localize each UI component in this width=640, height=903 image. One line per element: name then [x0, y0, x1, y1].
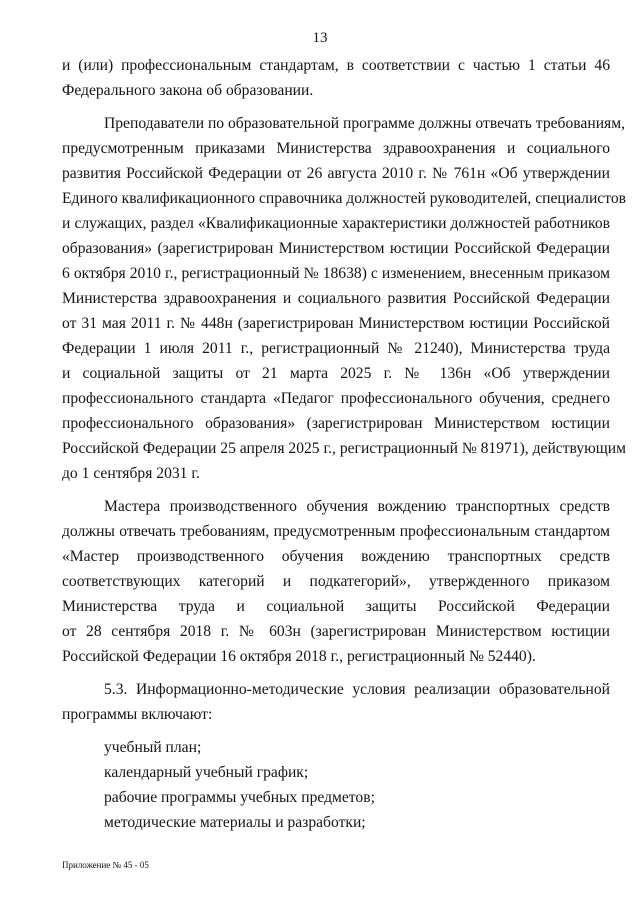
paragraph-gap	[62, 486, 610, 494]
text-line: Федерального закона об образовании.	[62, 82, 314, 99]
paragraph-gap	[62, 727, 610, 735]
text-line: программы включают:	[62, 706, 213, 723]
text-line: Преподаватели по образовательной программе должны отвечать требованиям,	[104, 115, 625, 132]
text-line: Министерства здравоохранения и социального развития Российской Федерации	[62, 290, 610, 307]
text-line: профессионального образования» (зарегистрирован Министерством юстиции	[62, 415, 610, 432]
text-line: от 31 мая 2011 г. № 448н (зарегистрирован Министерством юстиции Российской	[62, 315, 610, 332]
text-line: от 28 сентября 2018 г. № 603н (зарегистрирован Министерством юстиции	[62, 623, 610, 640]
text-line: образования» (зарегистрирован Министерством юстиции Российской Федерации	[62, 240, 610, 257]
text-line: 6 октября 2010 г., регистрационный № 18638) с изменением, внесенным приказом	[62, 265, 610, 282]
text-line: Мастера производственного обучения вождению транспортных средств	[104, 498, 610, 515]
list-item: методические материалы и разработки;	[104, 814, 366, 831]
text-line: 5.3. Информационно-методические условия реализации образовательной	[104, 681, 610, 698]
text-line: Российской Федерации 25 апреля 2025 г., регистрационный № 81971), действующим	[62, 440, 627, 457]
text-line: и служащих, раздел «Квалификационные характеристики должностей работников	[62, 215, 610, 232]
text-line: должны отвечать требованиям, предусмотренным профессиональным стандартом	[62, 523, 610, 540]
document-body	[62, 53, 627, 835]
paragraph	[62, 111, 627, 486]
text-line: развития Российской Федерации от 26 августа 2010 г. № 761н «Об утверждении	[62, 165, 610, 182]
text-line: Российской Федерации 16 октября 2018 г., регистрационный № 52440).	[62, 648, 536, 665]
text-line: до 1 сентября 2031 г.	[62, 465, 200, 482]
paragraph	[62, 53, 610, 103]
requirements-list	[62, 735, 610, 835]
text-line: Министерства труда и социальной защиты Российской Федерации	[62, 598, 610, 615]
text-line: и (или) профессиональным стандартам, в соответствии с частью 1 статьи 46	[62, 57, 610, 74]
paragraph	[62, 677, 610, 727]
text-line: Федерации 1 июля 2011 г., регистрационный № 21240), Министерства труда	[62, 340, 610, 357]
text-line: соответствующих категорий и подкатегорий», утвержденного приказом	[62, 573, 610, 590]
page-number: 13	[312, 30, 328, 46]
text-line: «Мастер производственного обучения вождению транспортных средств	[62, 548, 610, 565]
list-item: рабочие программы учебных предметов;	[104, 789, 375, 806]
text-line: профессионального стандарта «Педагог профессионального обучения, среднего	[62, 390, 610, 407]
list-item: календарный учебный график;	[104, 764, 309, 781]
text-line: Единого квалификационного справочника должностей руководителей, специалистов	[62, 190, 626, 207]
text-line: предусмотренным приказами Министерства здравоохранения и социального	[62, 140, 610, 157]
text-line: и социальной защиты от 21 марта 2025 г. № 136н «Об утверждении	[62, 365, 610, 382]
footer-note: Приложение № 45 - 05	[62, 860, 149, 870]
paragraph-gap	[62, 103, 610, 111]
paragraph	[62, 494, 610, 669]
list-item: учебный план;	[104, 739, 202, 756]
paragraph-gap	[62, 669, 610, 677]
paragraphs	[62, 53, 627, 735]
